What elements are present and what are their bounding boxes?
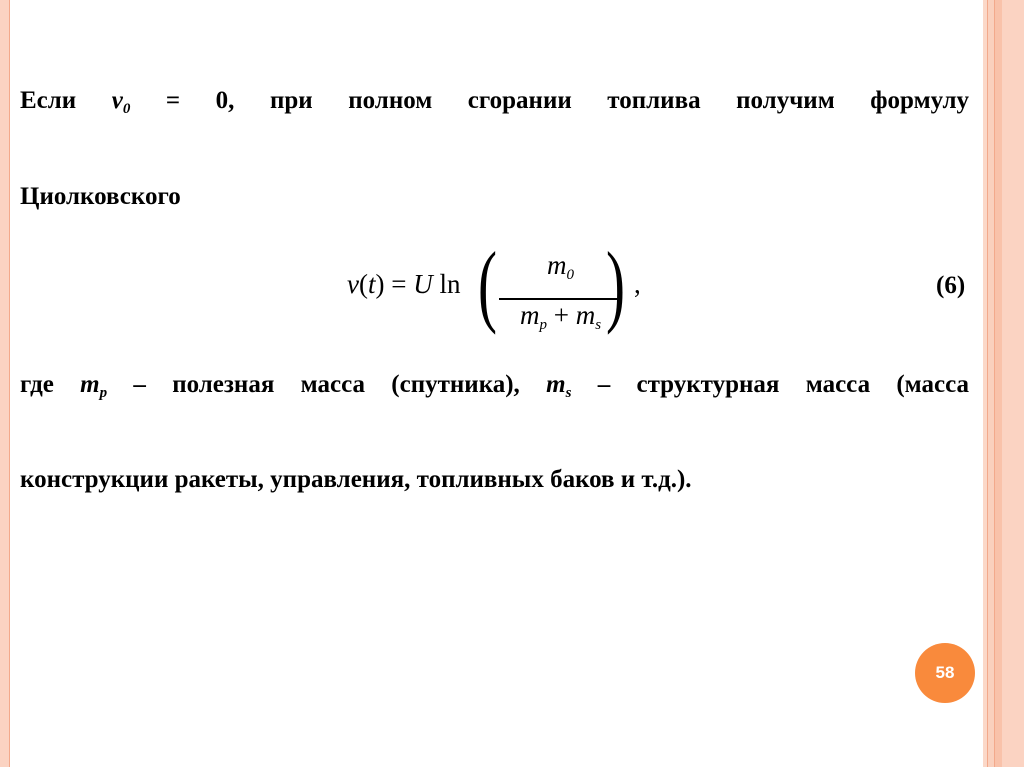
den-plus: + (553, 300, 569, 330)
line1-rest: = 0, при полном сгорании топлива получим формулу (165, 87, 970, 114)
fraction-denominator (499, 300, 622, 334)
text-line-3 (20, 371, 969, 402)
den-var1: m (519, 300, 540, 330)
v0-subscript: 0 (122, 101, 131, 117)
formula-lhs: v(t) = U ln (347, 269, 461, 299)
mp-var: m (80, 371, 100, 398)
text-line-1 (20, 87, 969, 118)
v0-symbol (111, 87, 131, 117)
page-number: 58 (935, 663, 955, 682)
num-var: m (547, 250, 567, 280)
formula-equals: = (391, 269, 407, 299)
mp-subscript: p (99, 385, 108, 401)
ms-subscript: s (565, 385, 572, 401)
ms-description: – структурная масса (масса (597, 371, 970, 398)
right-paren: ) (606, 233, 625, 335)
left-paren: ( (478, 233, 497, 335)
den-var2: m (575, 300, 596, 330)
fraction-numerator (499, 250, 622, 284)
ms-symbol (546, 371, 572, 401)
ms-var: m (546, 371, 566, 398)
equation-number: (6) (936, 272, 966, 299)
formula-comma: , (634, 269, 641, 299)
formula-v: v (347, 269, 359, 299)
mp-description: – полезная масса (спутника), (133, 371, 520, 398)
num-sub: 0 (566, 267, 574, 283)
den-sub2: s (595, 317, 602, 333)
left-border-line (9, 0, 10, 767)
line3-lead: где (20, 371, 54, 398)
right-border-stripe-3 (995, 0, 1002, 767)
mp-symbol (80, 371, 108, 401)
right-border-stripe-4 (1002, 0, 1024, 767)
text-line-2: Циолковского (20, 183, 181, 210)
formula-t: t (367, 269, 376, 299)
line1-lead: Если (20, 87, 77, 114)
formula-U: U (413, 269, 433, 299)
den-sub1: p (539, 317, 547, 333)
tsiolkovsky-formula (0, 233, 983, 340)
text-line-4: конструкции ракеты, управления, топливных баков и т.д.). (20, 466, 692, 493)
page-number-badge (915, 643, 975, 703)
formula-ln: ln (439, 269, 461, 299)
left-border-stripe (0, 0, 9, 767)
v0-var: v (111, 87, 123, 114)
